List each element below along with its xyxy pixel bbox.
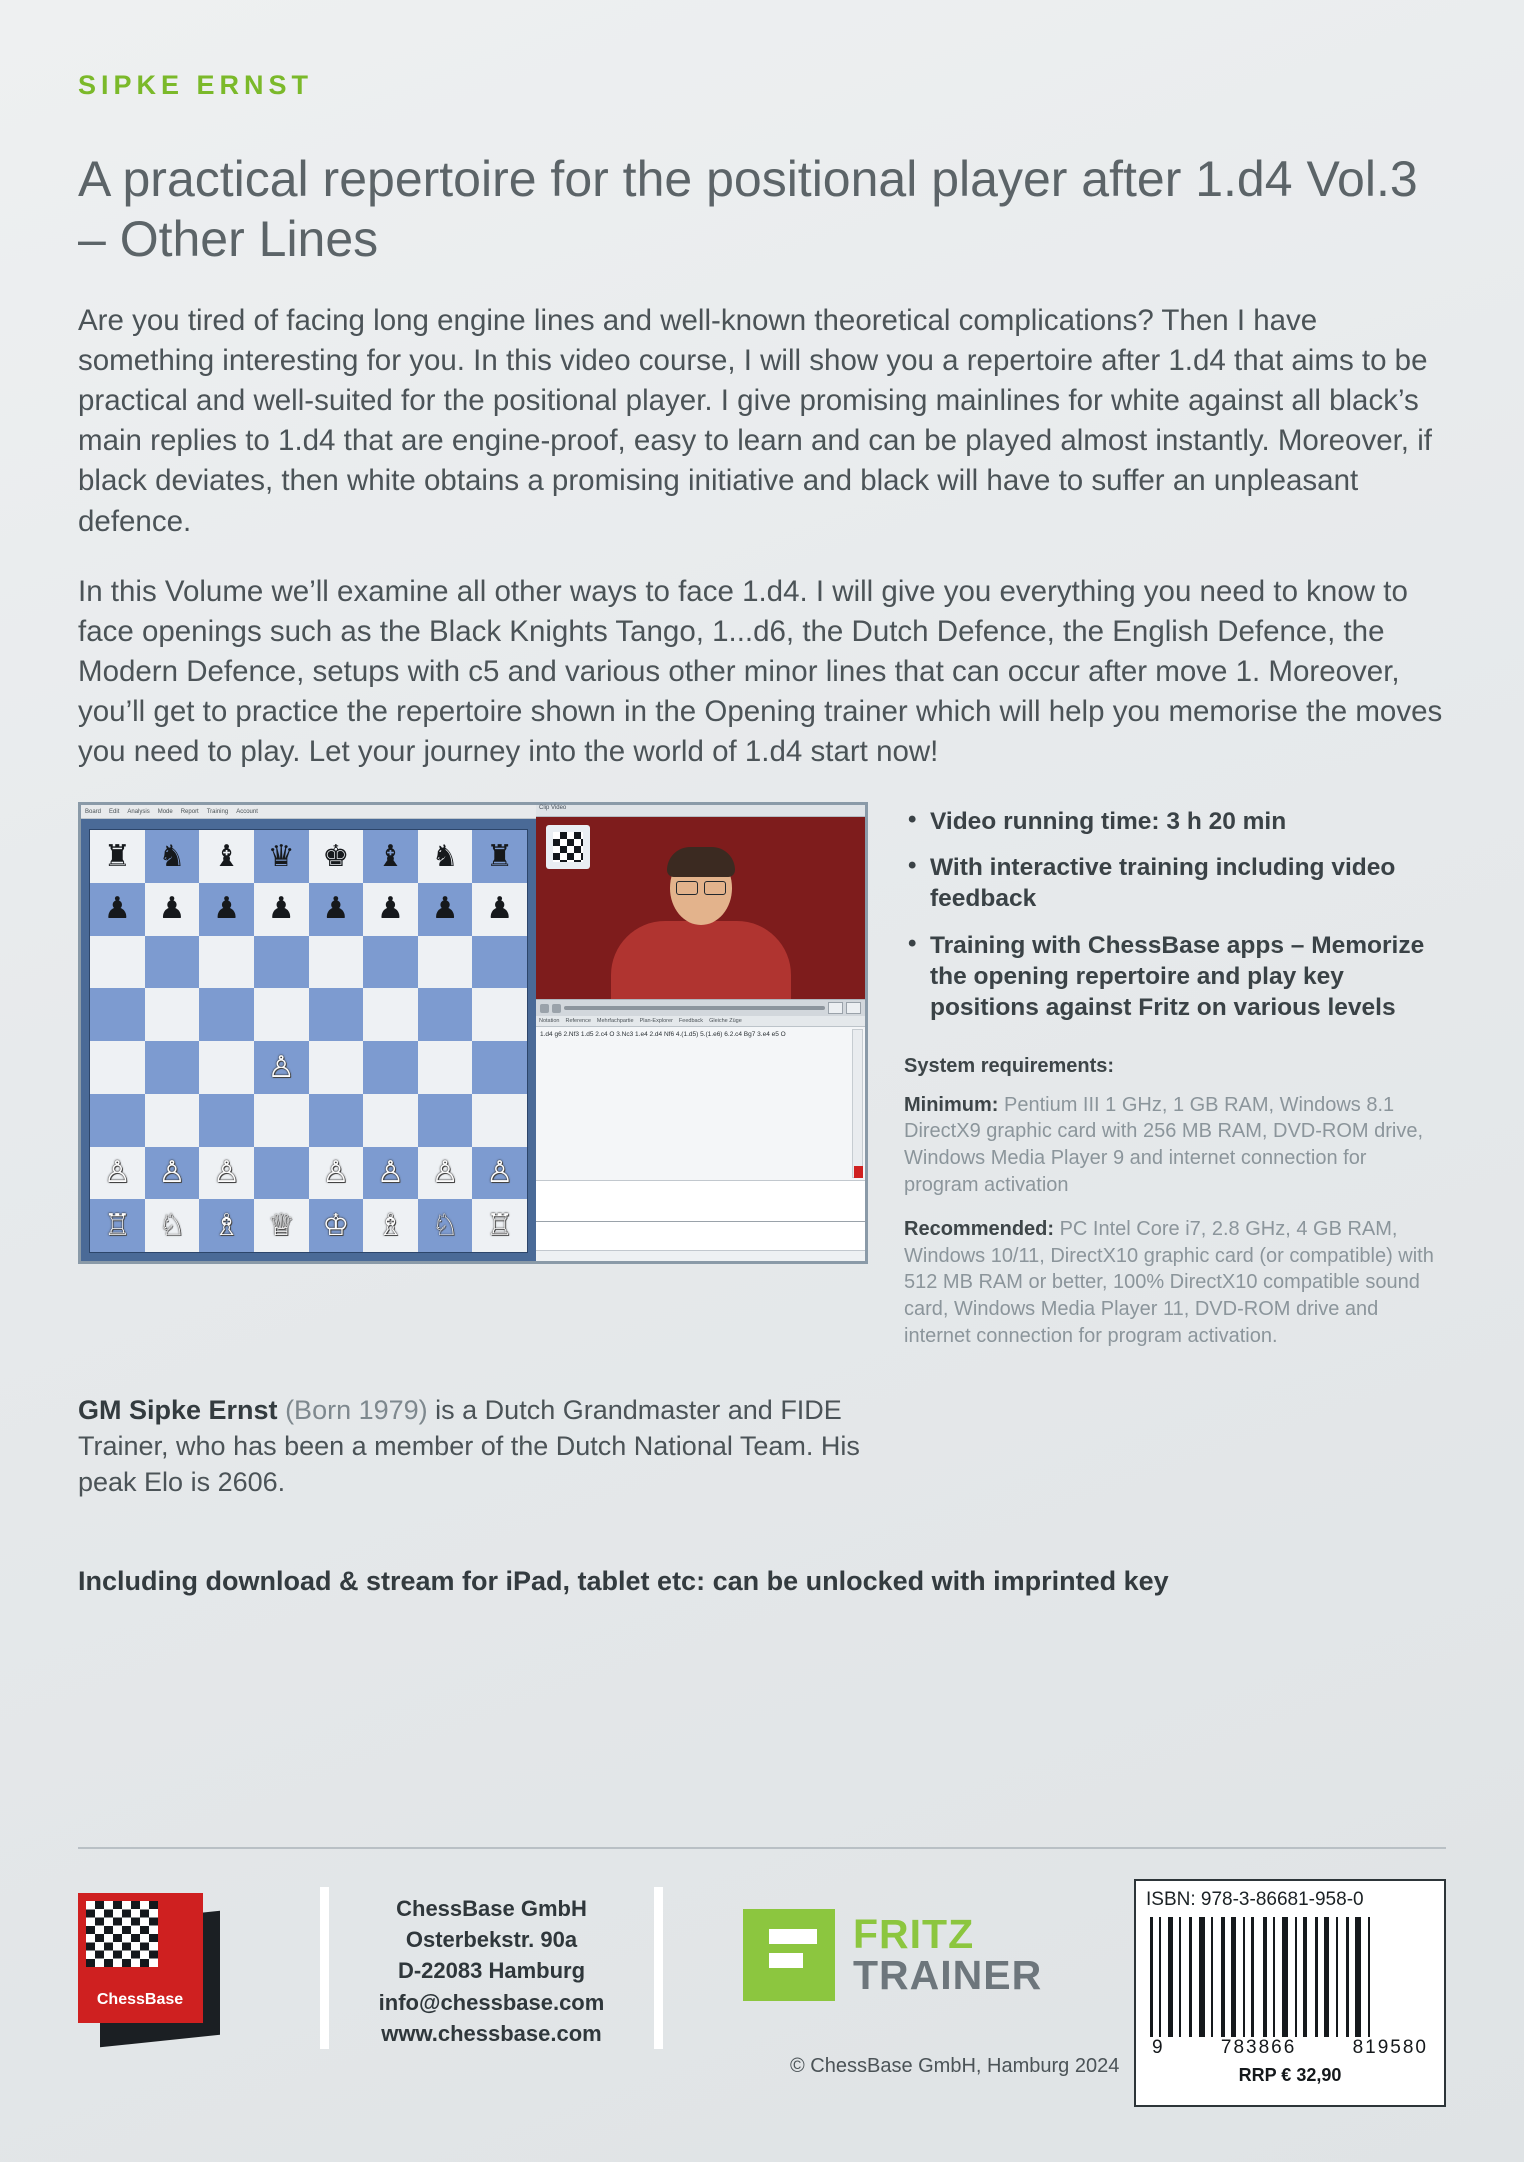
software-screenshot: [78, 802, 868, 1264]
move-list: 1.d4 g6 2.Nf3 1.d5 2.c4 O 3.Nc3 1.e4 2.d4 Nf6 4.(1.d5) 5.(1.e6) 6.2.c4 Bg7 3.e4 e5 O: [536, 1027, 865, 1180]
board-square: ♙: [418, 1147, 473, 1200]
board-square: [472, 1041, 527, 1094]
barcode: [1146, 1917, 1434, 2037]
board-square: ♔: [309, 1199, 364, 1252]
checkerboard-icon: [86, 1901, 158, 1967]
board-square: ♙: [199, 1147, 254, 1200]
board-square: ♙: [254, 1041, 309, 1094]
barcode-digit-left: 9: [1152, 2037, 1165, 2058]
page-title: A practical repertoire for the positional player after 1.d4 Vol.3 – Other Lines: [78, 151, 1418, 267]
notation-menu-item: Gleiche Züge: [709, 1018, 742, 1025]
board-square: [199, 936, 254, 989]
fritz-trainer-logo: [743, 1909, 1042, 2001]
chessboard: [89, 829, 528, 1253]
board-square: ♟: [145, 883, 200, 936]
notation-menu-item: Feedback: [678, 1018, 704, 1025]
scrollbar[interactable]: [852, 1029, 863, 1178]
chessboard-wrapper: [81, 819, 536, 1261]
board-square: [472, 936, 527, 989]
list-item: • With interactive training including video feedback: [930, 852, 1446, 914]
list-item: • Video running time: 3 h 20 min: [930, 806, 1446, 837]
logo-wordmark: ChessBase: [96, 1991, 184, 2008]
address-line: D-22083 Hamburg: [397, 1958, 586, 1984]
address-line: Osterbekstr. 90a: [405, 1927, 578, 1953]
board-square: ♟: [363, 883, 418, 936]
author-name: SIPKE ERNST: [78, 70, 314, 100]
features-column: [904, 802, 1446, 1367]
footer-divider: [78, 1847, 1446, 1849]
board-square: [418, 988, 473, 1041]
notation-menu-item: Notation: [539, 1018, 560, 1025]
menu-item: Report: [180, 808, 199, 815]
barcode-digits: [1146, 2037, 1434, 2059]
board-square: [90, 1094, 145, 1147]
notation-menubar: [536, 1016, 865, 1027]
feature-list: [904, 806, 1446, 1023]
notation-menu-item: Plan-Explorer: [639, 1018, 673, 1025]
glasses-icon: [676, 881, 726, 893]
including-note: Including download & stream for iPad, tablet etc: can be unlocked with imprinted key: [78, 1565, 1169, 1596]
fritz-line-2: TRAINER: [853, 1952, 1043, 1998]
board-square: ♖: [90, 1199, 145, 1252]
presenter-head: [670, 851, 732, 925]
address-email[interactable]: info@chessbase.com: [378, 1989, 605, 2015]
evaluation-graph: [536, 1180, 865, 1261]
system-requirements-heading: System requirements:: [904, 1054, 1115, 1077]
minimum-value: Pentium III 1 GHz, 1 GB RAM, Windows 8.1 DirectX9 graphic card with 256 MB RAM, DVD-ROM drive, Windows Media Player 9 and internet connection for program activation: [904, 1093, 1424, 1196]
description-paragraph-2: In this Volume we’ll examine all other ways to face 1.d4. I will give you everything you need to know to face openings such as the Black Knights Tango, 1...d6, the Dutch Defence, the English Defence, the Modern Defence, setups with c5 and various other minor lines that can occur after move 1. Moreover, you’ll get to practice the repertoire shown in the Opening trainer which will help you memorise the moves you need to play. Let your journey into the world of 1.d4 start now!: [78, 574, 1443, 769]
board-square: ♜: [90, 830, 145, 883]
board-square: [145, 936, 200, 989]
board-square: ♙: [363, 1147, 418, 1200]
fullscreen-icon[interactable]: [828, 1002, 843, 1014]
video-progress-slider[interactable]: [564, 1006, 825, 1010]
video-controls[interactable]: [536, 999, 865, 1016]
board-square: [199, 988, 254, 1041]
system-requirements-text: [904, 1092, 1446, 1349]
board-square: [254, 936, 309, 989]
board-square: ♗: [199, 1199, 254, 1252]
board-square: [418, 1094, 473, 1147]
menu-item: Analysis: [127, 808, 150, 815]
board-square: ♙: [90, 1147, 145, 1200]
author-bio: [78, 1393, 868, 1501]
pause-icon[interactable]: [552, 1004, 561, 1013]
board-square: [472, 988, 527, 1041]
board-square: ♝: [363, 830, 418, 883]
menu-item: Mode: [157, 808, 173, 815]
board-square: [418, 1041, 473, 1094]
isbn-barcode-box: [1134, 1879, 1446, 2107]
recommended-requirements: [904, 1216, 1446, 1349]
video-pane: [536, 805, 865, 1261]
copyright-text: © ChessBase GmbH, Hamburg 2024: [790, 2055, 1120, 2077]
menu-item: Edit: [109, 808, 120, 815]
board-square: ♛: [254, 830, 309, 883]
address-website[interactable]: www.chessbase.com: [381, 2020, 602, 2046]
menu-item: Training: [206, 808, 229, 815]
recommended-value: PC Intel Core i7, 2.8 GHz, 4 GB RAM, Windows 10/11, DirectX10 graphic card (or compatible) with 512 MB RAM or better, 100% DirectX10 compatible sound card, Windows Media Player 11, DVD-ROM drive and internet connection for program activation.: [904, 1218, 1434, 1347]
board-square: [145, 988, 200, 1041]
graph-axis: [536, 1250, 865, 1261]
footer: [78, 1887, 1446, 2112]
board-square: ♞: [418, 830, 473, 883]
board-square: [309, 1041, 364, 1094]
address-line: ChessBase GmbH: [396, 1896, 587, 1921]
board-square: ♟: [309, 883, 364, 936]
media-and-features-row: [78, 802, 1446, 1367]
board-square: [199, 1041, 254, 1094]
board-square: [90, 988, 145, 1041]
board-square: [472, 1094, 527, 1147]
board-square: [309, 1094, 364, 1147]
notation-pane: [536, 1016, 865, 1261]
board-square: ♟: [254, 883, 309, 936]
board-square: [309, 988, 364, 1041]
board-square: ♟: [418, 883, 473, 936]
board-square: [145, 1094, 200, 1147]
board-square: ♝: [199, 830, 254, 883]
board-square: [90, 936, 145, 989]
list-item: • Training with ChessBase apps – Memorize the opening repertoire and play key positions against Fritz on various levels: [930, 930, 1446, 1023]
eval-indicator: [854, 1166, 863, 1178]
recommended-label: Recommended:: [904, 1218, 1055, 1241]
barcode-digit-mid: 783866: [1220, 2037, 1297, 2058]
author-bio-name: GM Sipke Ernst: [78, 1395, 278, 1426]
barcode-digit-right: 819580: [1352, 2037, 1428, 2058]
board-square: [363, 1094, 418, 1147]
fritz-line-1: FRITZ: [853, 1911, 975, 1957]
board-square: [254, 988, 309, 1041]
presenter-hair: [667, 847, 735, 877]
video-player: [536, 817, 865, 999]
board-square: [418, 936, 473, 989]
board-square: ♖: [472, 1199, 527, 1252]
board-square: [363, 1041, 418, 1094]
board-square: [90, 1041, 145, 1094]
board-square: [363, 936, 418, 989]
play-icon[interactable]: [540, 1004, 549, 1013]
board-square: ♟: [472, 883, 527, 936]
fritz-mark-icon: [743, 1909, 835, 2001]
board-square: [145, 1041, 200, 1094]
board-square: ♞: [145, 830, 200, 883]
minimum-label: Minimum:: [904, 1093, 999, 1116]
fritz-wordmark: [853, 1911, 1043, 1998]
board-square: [363, 988, 418, 1041]
presenter-image: [611, 851, 791, 999]
board-square: [309, 936, 364, 989]
logo-card: [78, 1893, 203, 2023]
board-square: ♙: [145, 1147, 200, 1200]
board-square: ♟: [199, 883, 254, 936]
chessbase-watermark-icon: [546, 825, 590, 869]
board-square: ♙: [472, 1147, 527, 1200]
board-square: ♜: [472, 830, 527, 883]
description-text: [78, 301, 1446, 772]
chessbase-logo: [78, 1893, 228, 2043]
board-pane: [81, 805, 536, 1261]
board-square: ♚: [309, 830, 364, 883]
board-square: ♙: [309, 1147, 364, 1200]
menu-item: Account: [236, 808, 258, 815]
video-window-title: Clip Video: [536, 805, 865, 817]
board-square: ♘: [418, 1199, 473, 1252]
board-square: [199, 1094, 254, 1147]
menu-item: Board: [85, 808, 102, 815]
isbn-label: ISBN: 978-3-86681-958-0: [1146, 1889, 1364, 1910]
board-square: ♗: [363, 1199, 418, 1252]
price-text: RRP € 32,90: [1238, 2065, 1342, 2085]
board-square: ♟: [90, 883, 145, 936]
author-birth-year: (Born 1979): [285, 1395, 428, 1426]
board-square: [254, 1094, 309, 1147]
author-bio-text: is a Dutch Grandmaster and FIDE Trainer, who has been a member of the Dutch National Team. His peak Elo is 2606.: [78, 1395, 860, 1498]
notation-menu-item: Reference: [565, 1018, 591, 1025]
screenshot-menubar: [81, 805, 536, 819]
company-address: [320, 1887, 663, 2049]
description-paragraph-1: Are you tired of facing long engine lines and well-known theoretical complications? Then I have something interesting for you. In this video course, I will show you a repertoire after 1.d4 that aims to be practical and well-suited for the positional player. I give promising mainlines for white against all black’s main replies to 1.d4 that are engine-proof, easy to learn and can be played almost instantly. Moreover, if black deviates, then white obtains a promising initiative and black will have to suffer an unpleasant defence.: [78, 304, 1432, 538]
zero-line: [536, 1221, 865, 1222]
board-square: ♘: [145, 1199, 200, 1252]
presenter-torso: [611, 921, 791, 999]
settings-icon[interactable]: [846, 1002, 861, 1014]
board-square: [254, 1147, 309, 1200]
minimum-requirements: [904, 1092, 1446, 1198]
notation-menu-item: Mehrfachpartie: [596, 1018, 634, 1025]
board-square: ♕: [254, 1199, 309, 1252]
